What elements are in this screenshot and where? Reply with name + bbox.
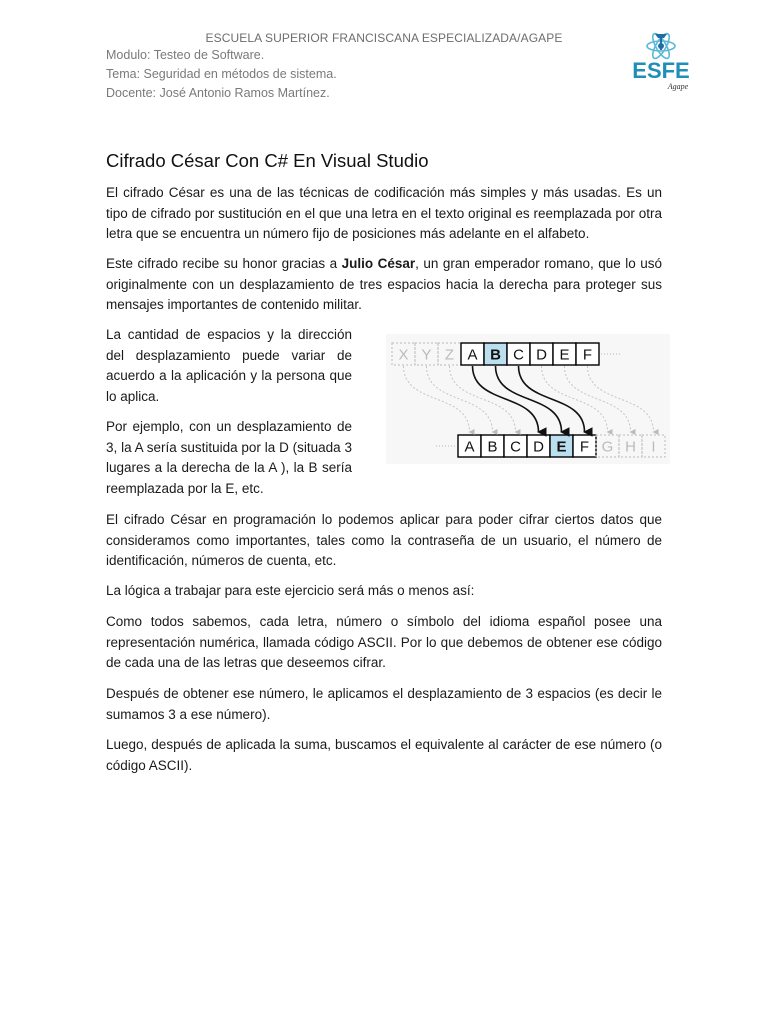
paragraph-julio-cesar: Este cifrado recibe su honor gracias a Julio César, un gran emperador romano, que lo usó originalmente con un desplazamiento de tres espacios hacia la derecha para proteger sus mensajes importantes de contenido militar.	[106, 256, 662, 312]
esfe-logo	[618, 28, 704, 94]
bottom-cell-c-letter: C	[510, 438, 521, 456]
top-cell-d-letter: D	[536, 346, 547, 364]
top-cell-y-letter: Y	[421, 346, 432, 364]
paragraph-equivalent: Luego, después de aplicada la suma, buscamos el equivalente al carácter de ese número (o código ASCII).	[106, 737, 662, 773]
school-name: ESCUELA SUPERIOR FRANCISCANA ESPECIALIZADA/AGAPE	[205, 31, 563, 45]
bottom-cell-i-letter: I	[651, 438, 656, 456]
bottom-cell-h-letter: H	[625, 438, 636, 456]
paragraph-intro: El cifrado César es una de las técnicas de codificación más simples y más usadas. Es un tipo de cifrado por sustitución en el que una letra en el texto original es reemplazada por otra letra que se encuentra un número fijo de posiciones más adelante en el alfabeto.	[106, 185, 662, 241]
top-cell-z-letter: Z	[444, 346, 455, 364]
top-cell-x-letter: X	[398, 346, 409, 364]
paragraph-logic: La lógica a trabajar para este ejercicio será más o menos así:	[106, 583, 475, 598]
bottom-cell-d-letter: D	[533, 438, 544, 456]
top-cell-e-letter: E	[559, 346, 570, 364]
bottom-cell-f-letter: F	[579, 438, 590, 456]
logo-text: ESFE	[632, 58, 690, 83]
paragraph-ascii: Como todos sabemos, cada letra, número o símbolo del idioma español posee una representación numérica, llamada código ASCII. Por lo que debemos de obtener ese código de cada una de las letras que deseemos cifrar.	[106, 614, 662, 670]
top-cell-b-letter: B	[490, 346, 501, 364]
top-cell-c-letter: C	[513, 346, 524, 364]
document-title: Cifrado César Con C# En Visual Studio	[106, 150, 429, 171]
bottom-cell-e-letter: E	[556, 438, 567, 456]
header-docente: Docente: José Antonio Ramos Martínez.	[106, 86, 330, 100]
paragraph-variation: La cantidad de espacios y la dirección del desplazamiento puede variar de acuerdo a la aplicación y la persona que lo aplica.	[106, 327, 352, 404]
bottom-cell-g-letter: G	[601, 438, 614, 456]
paragraph-example: Por ejemplo, con un desplazamiento de 3, la A sería sustituida por la D (situada 3 lugares a la derecha de la A ), la B sería reemplazada por la E, etc.	[106, 419, 352, 496]
top-cell-a-letter: A	[467, 346, 478, 364]
header-modulo: Modulo: Testeo de Software.	[106, 48, 265, 62]
top-cell-f-letter: F	[582, 346, 593, 364]
caesar-shift-diagram	[386, 334, 670, 464]
logo-subtext: Agape	[667, 82, 689, 91]
bottom-cell-a-letter: A	[464, 438, 475, 456]
paragraph-programming: El cifrado César en programación lo podemos aplicar para poder cifrar ciertos datos que consideramos como importantes, tales como la contraseña de un usuario, el número de identificación, números de cuenta, etc.	[106, 512, 662, 568]
header-tema: Tema: Seguridad en métodos de sistema.	[106, 67, 337, 81]
bottom-cell-b-letter: B	[487, 438, 498, 456]
julio-cesar-bold: Julio César	[341, 256, 416, 271]
paragraph-shift: Después de obtener ese número, le aplicamos el desplazamiento de 3 espacios (es decir le sumamos 3 a ese número).	[106, 686, 662, 722]
